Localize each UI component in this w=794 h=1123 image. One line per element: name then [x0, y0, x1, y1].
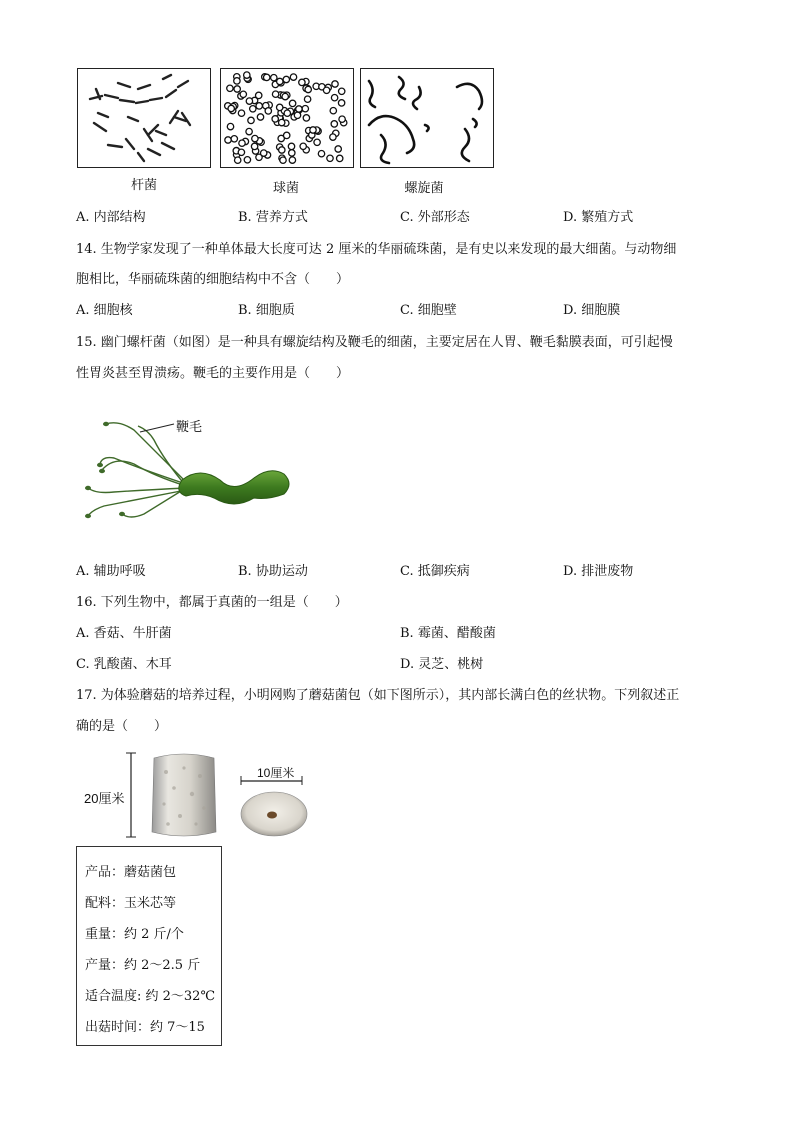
q15-option-b[interactable]: B. 协助运动 [238, 564, 308, 579]
coccus-cell [265, 108, 271, 114]
coccus-cell [256, 103, 262, 109]
coccus-cell [332, 81, 338, 87]
coccus-cell [283, 76, 289, 82]
coccus-cell [261, 150, 267, 156]
coccus-cell [234, 78, 240, 84]
q16-stem: 16. 下列生物中，都属于真菌的一组是（ ） [76, 595, 348, 610]
q14-option-a[interactable]: A. 细胞核 [76, 303, 133, 318]
q16-option-a[interactable]: A. 香菇、牛肝菌 [76, 626, 172, 641]
coccus-cell [331, 95, 337, 101]
coccus-cell [238, 149, 244, 155]
coccus-cell [277, 104, 283, 110]
info-ingredients: 配料：玉米芯等 [85, 896, 177, 911]
coccus-cell [228, 105, 234, 111]
q15-option-c[interactable]: C. 抵御疾病 [400, 564, 470, 579]
coccus-cell [299, 79, 305, 85]
info-product: 产品：蘑菇菌包 [85, 865, 177, 880]
coccus-cell [323, 87, 329, 93]
coccus-cell [305, 86, 311, 92]
coccus-cell [294, 112, 300, 118]
product-info-box [76, 846, 222, 1046]
coccus-cell [280, 157, 286, 163]
coccus-cell [244, 157, 250, 163]
coccus-cell [314, 139, 320, 145]
rod-bacteria-image [77, 68, 211, 168]
q14-option-d[interactable]: D. 细胞膜 [563, 303, 621, 318]
coccus-cell [244, 72, 250, 78]
q14-stem-line1: 14. 生物学家发现了一种单体最大长度可达 2 厘米的华丽硫珠菌，是有史以来发现的最大细菌。与动物细 [76, 242, 677, 257]
mushroom-bag-top-image [238, 788, 310, 838]
rod-bacteria-caption: 杆菌 [130, 178, 157, 193]
cocci-drawing [221, 69, 353, 167]
q14-stem-line2: 胞相比，华丽硫珠菌的细胞结构中不含（ ） [76, 272, 350, 287]
coccus-cell [239, 140, 245, 146]
coccus-cell [337, 155, 343, 161]
coccus-cell [272, 91, 278, 97]
coccus-cell [264, 74, 270, 80]
coccus-cell [330, 108, 336, 114]
q15-option-a[interactable]: A. 辅助呼吸 [76, 564, 146, 579]
mushroom-bag-side-image [144, 752, 224, 838]
coccus-cell [282, 93, 288, 99]
spiral-bacteria-image [360, 68, 494, 168]
coccus-cell [240, 91, 246, 97]
q17-stem-line2: 确的是（ ） [76, 719, 168, 734]
coccus-cell [279, 119, 285, 125]
q15-option-d[interactable]: D. 排泄废物 [563, 564, 634, 579]
coccus-cell [289, 150, 295, 156]
coccus-cell [331, 121, 337, 127]
coccus-cell [303, 115, 309, 121]
coccus-cell [250, 106, 256, 112]
coccus-cell [318, 151, 324, 157]
q16-option-b[interactable]: B. 霉菌、醋酸菌 [400, 626, 496, 641]
q17-stem-line1: 17. 为体验蘑菇的培养过程，小明网购了蘑菇菌包（如下图所示），其内部长满白色的丝状物。下列叙述正 [76, 688, 680, 703]
coccus-cell [227, 123, 233, 129]
cocci-image [220, 68, 354, 168]
spiral-bacteria-caption: 螺旋菌 [404, 181, 444, 196]
coccus-cell [288, 143, 294, 149]
coccus-cell [339, 88, 345, 94]
coccus-cell [302, 106, 308, 112]
q16-option-d[interactable]: D. 灵芝、桃树 [400, 657, 484, 672]
info-yield: 产量：约 2～2.5 斤 [85, 958, 201, 973]
coccus-cell [252, 135, 258, 141]
q14-option-c[interactable]: C. 细胞壁 [400, 303, 457, 318]
coccus-cell [310, 127, 316, 133]
coccus-cell [234, 86, 240, 92]
width-label: 10厘米 [257, 766, 295, 780]
coccus-cell [327, 155, 333, 161]
coccus-cell [271, 75, 277, 81]
q13-option-c[interactable]: C. 外部形态 [400, 210, 470, 225]
coccus-cell [235, 157, 241, 163]
coccus-cell [289, 157, 295, 163]
rod-bacteria-drawing [78, 69, 210, 167]
height-bracket [124, 752, 138, 838]
coccus-cell [277, 78, 283, 84]
coccus-cell [289, 100, 295, 106]
spiral-bacteria-drawing [361, 69, 493, 167]
q13-option-b[interactable]: B. 营养方式 [238, 210, 308, 225]
coccus-cell [304, 96, 310, 102]
coccus-cell [238, 110, 244, 116]
coccus-cell [248, 117, 254, 123]
coccus-cell [330, 134, 336, 140]
coccus-cell [335, 146, 341, 152]
coccus-cell [290, 74, 296, 80]
coccus-cell [246, 128, 252, 134]
coccus-cell [257, 114, 263, 120]
coccus-cell [231, 136, 237, 142]
q13-option-d[interactable]: D. 繁殖方式 [563, 210, 634, 225]
info-temperature: 适合温度: 约 2～32℃ [85, 989, 216, 1004]
q16-option-c[interactable]: C. 乳酸菌、木耳 [76, 657, 172, 672]
q13-option-a[interactable]: A. 内部结构 [76, 210, 146, 225]
cocci-caption: 球菌 [272, 181, 299, 196]
coccus-cell [284, 110, 290, 116]
flagellum-label: 鞭毛 [176, 420, 203, 435]
coccus-cell [251, 143, 257, 149]
coccus-cell [227, 85, 233, 91]
coccus-cell [279, 147, 285, 153]
height-label: 20厘米 [84, 791, 125, 806]
coccus-cell [272, 116, 278, 122]
coccus-cell [225, 137, 231, 143]
coccus-cell [339, 116, 345, 122]
info-fruiting-time: 出菇时间：约 7～15 [85, 1020, 205, 1035]
coccus-cell [246, 98, 252, 104]
q14-option-b[interactable]: B. 细胞质 [238, 303, 295, 318]
coccus-cell [338, 100, 344, 106]
q15-stem-line1: 15. 幽门螺杆菌（如图）是一种具有螺旋结构及鞭毛的细菌，主要定居在人胃、鞭毛黏膜表面，可引起慢 [76, 335, 673, 350]
coccus-cell [296, 106, 302, 112]
coccus-cell [284, 132, 290, 138]
q15-stem-line2: 性胃炎甚至胃溃疡。鞭毛的主要作用是（ ） [76, 366, 350, 381]
info-weight: 重量：约 2 斤/个 [85, 927, 184, 942]
coccus-cell [300, 143, 306, 149]
